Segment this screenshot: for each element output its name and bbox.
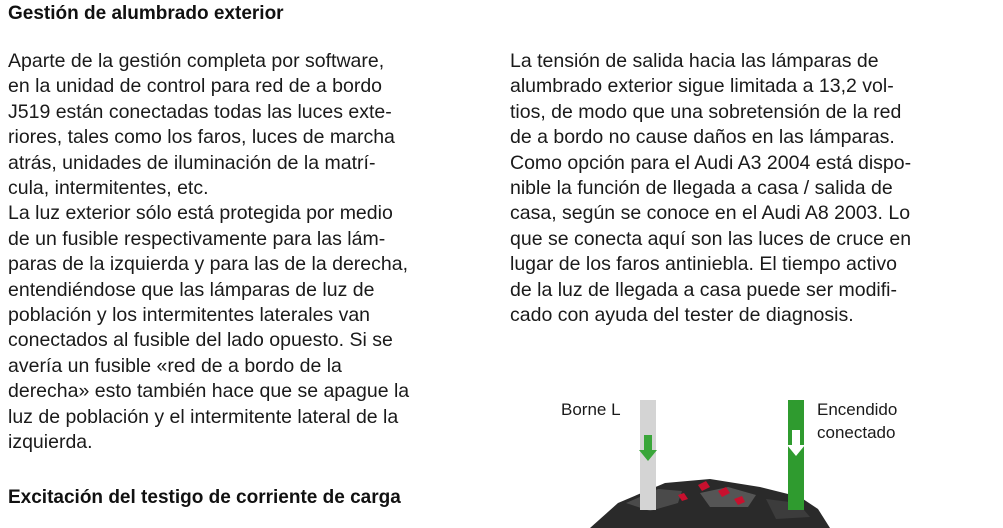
figure-label-terminal-l: Borne L [561,400,621,419]
text-line: que se conecta aquí son las luces de cruce en [510,227,912,250]
text-line: La luz exterior sólo está protegida por medio [8,202,393,225]
figure-label-ignition-line1: Encendido [817,400,898,419]
text-line: población y los intermitentes laterales van [8,304,371,327]
text-line: de a bordo no cause daños en las lámparas. [510,126,895,149]
section-title-exterior-lighting: Gestión de alumbrado exterior [8,3,284,24]
text-line: paras de la izquierda y para las de la derecha, [8,253,408,276]
left-column-text [8,49,488,456]
text-line: cula, intermitentes, etc. [8,177,209,200]
text-line: de un fusible respectivamente para las lám- [8,227,386,250]
text-line: entendiéndose que las lámparas de luz de [8,278,375,301]
text-line: conectados al fusible del lado opuesto. Si se [8,329,393,352]
text-line: J519 están conectadas todas las luces exte- [8,100,392,123]
text-line: izquierda. [8,431,93,454]
section-title-charge-warning: Excitación del testigo de corriente de carga [8,487,401,508]
text-line: nible la función de llegada a casa / salida de [510,177,893,200]
paragraph-fuse-protection [8,201,488,455]
text-line: luz de población y el intermitente lateral de la [8,405,399,428]
text-line: casa, según se conoce en el Audi A8 2003. Lo [510,202,911,225]
right-column-text [510,49,995,328]
text-line: tios, de modo que una sobretensión de la red [510,100,902,123]
text-line: Como opción para el Audi A3 2004 está dispo- [510,151,912,174]
control-unit-illustration [560,395,860,528]
text-line: Aparte de la gestión completa por software, [8,50,385,72]
paragraph-software-management [8,49,488,201]
text-line: de la luz de llegada a casa puede ser modifi- [510,278,897,301]
text-line: riores, tales como los faros, luces de marcha [8,126,395,149]
text-line: cado con ayuda del tester de diagnosis. [510,304,854,327]
text-line: en la unidad de control para red de a bordo [8,75,383,98]
text-line: derecha» esto también hace que se apague la [8,380,410,403]
paragraph-output-voltage [510,49,995,328]
text-line: La tensión de salida hacia las lámparas de [510,50,879,72]
figure-label-ignition-line2: conectado [817,423,896,442]
text-line: avería un fusible «red de a bordo de la [8,354,342,377]
text-line: atrás, unidades de iluminación de la matrí- [8,151,376,174]
text-line: alumbrado exterior sigue limitada a 13,2 vol- [510,75,894,98]
text-line: lugar de los faros antiniebla. El tiempo activo [510,253,897,276]
